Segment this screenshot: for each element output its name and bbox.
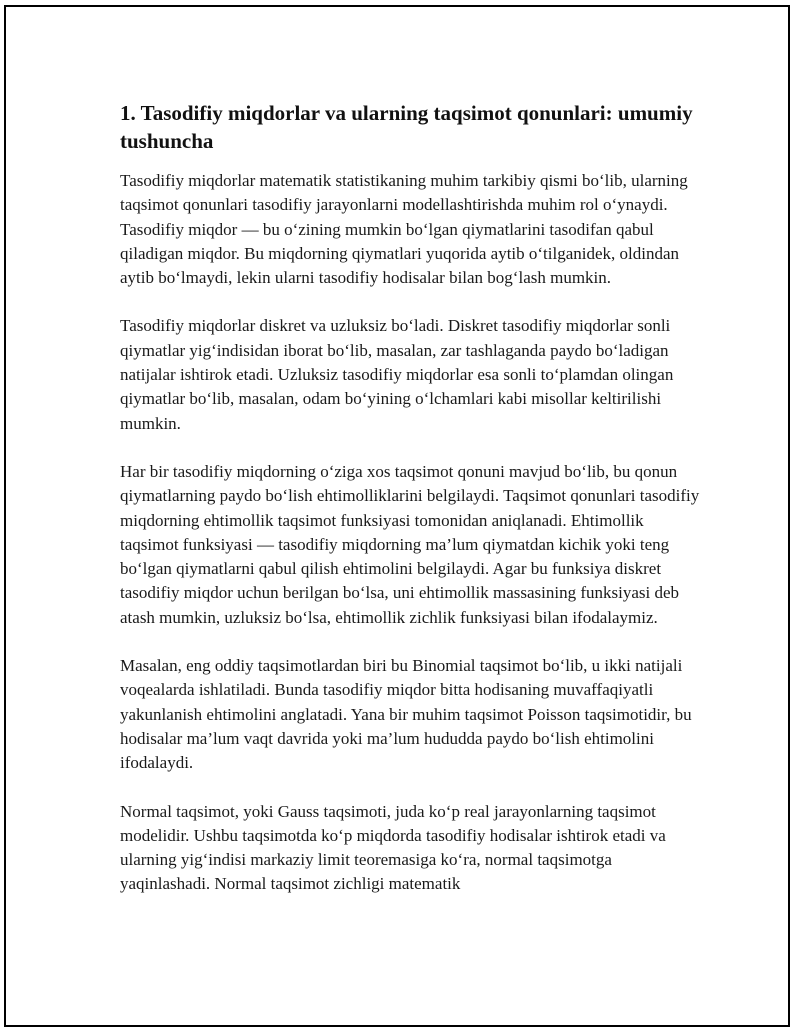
document-body [120,99,700,921]
paragraph-discrete-continuous: Tasodifiy miqdorlar diskret va uzluksiz bo‘ladi. Diskret tasodifiy miqdorlar sonli qiymatlar yig‘indisidan iborat bo‘lib, masalan, zar tashlaganda paydo bo‘ladigan natijalar ishtirok etadi. Uzluksiz tasodifiy miqdorlar esa sonli to‘plamdan olingan qiymatlar bo‘lib, masalan, odam bo‘yining o‘lchamlari kabi misollar keltirilishi mumkin. [120,316,674,433]
paragraph-distribution-law: Har bir tasodifiy miqdorning o‘ziga xos taqsimot qonuni mavjud bo‘lib, bu qonun qiymatlarning paydo bo‘lish ehtimolliklarini belgilaydi. Taqsimot qonunlari tasodifiy miqdorning ehtimollik taqsimot funksiyasi tomonidan aniqlanadi. Ehtimollik taqsimot funksiyasi — tasodifiy miqdorning ma’lum qiymatdan kichik yoki teng bo‘lgan qiymatlarni qabul qilish ehtimolini belgilaydi. Agar bu funksiya diskret tasodifiy miqdor uchun berilgan bo‘lsa, uni ehtimollik massasining funksiyasi deb atash mumkin, uzluksiz bo‘lsa, ehtimollik zichlik funksiyasi bilan ifodalaymiz. [120,461,700,627]
section-heading: 1. Tasodifiy miqdorlar va ularning taqsimot qonunlari: umumiy tushuncha [120,101,693,153]
paragraph-intro: Tasodifiy miqdorlar matematik statistikaning muhim tarkibiy qismi bo‘lib, ularning taqsimot qonunlari tasodifiy jarayonlarni modellashtirishda muhim rol o‘ynaydi. Tasodifiy miqdor — bu o‘zining mumkin bo‘lgan qiymatlarini tasodifan qabul qiladigan miqdor. Bu miqdorning qiymatlari yuqorida aytib o‘tilganidek, oldindan aytib bo‘lmaydi, lekin ularni tasodifiy hodisalar bilan bog‘lash mumkin. [120,171,688,288]
paragraph-normal: Normal taqsimot, yoki Gauss taqsimoti, juda ko‘p real jarayonlarning taqsimot modelidir. Ushbu taqsimotda ko‘p miqdorda tasodifiy hodisalar ishtirok etadi va ularning yig‘indisi markaziy limit teoremasiga ko‘ra, normal taqsimotga yaqinlashadi. Normal taqsimot zichligi matematik [120,801,666,894]
paragraph-binomial-poisson: Masalan, eng oddiy taqsimotlardan biri bu Binomial taqsimot bo‘lib, u ikki natijali voqealarda ishlatiladi. Bunda tasodifiy miqdor bitta hodisaning muvaffaqiyatli yakunlanish ehtimolini anglatadi. Yana bir muhim taqsimot Poisson taqsimotidir, bu hodisalar ma’lum vaqt davrida yoki ma’lum hududda paydo bo‘lish ehtimolini ifodalaydi. [120,656,692,773]
page-frame [4,5,790,1027]
